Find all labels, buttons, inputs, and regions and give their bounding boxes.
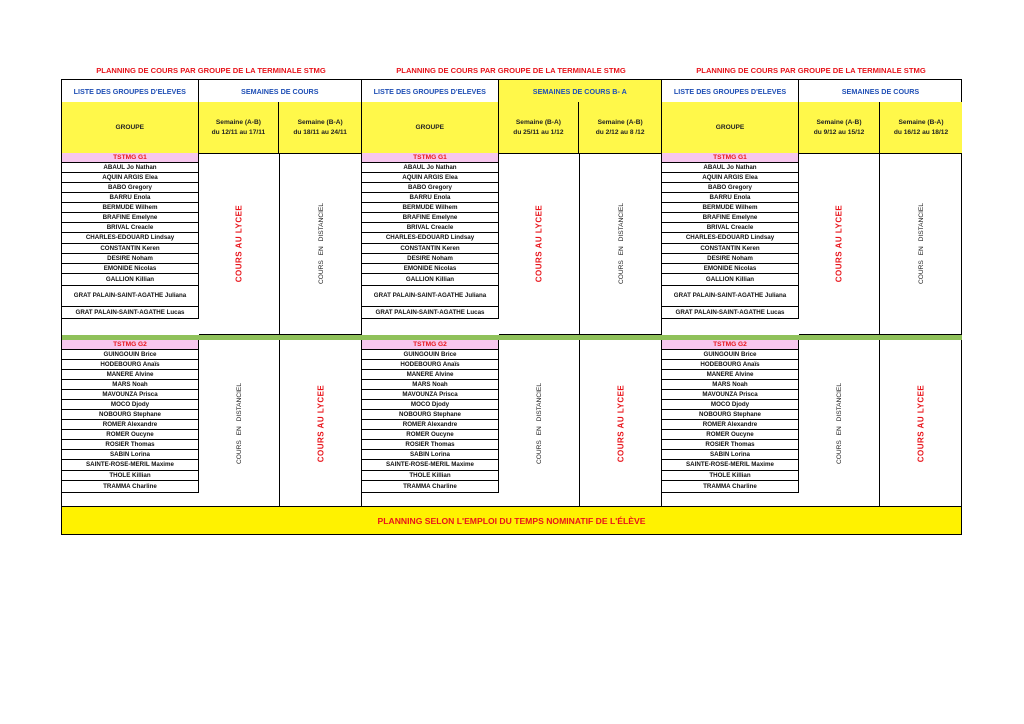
week2-label: Semaine (A-B) (597, 118, 643, 126)
student-row: BARRU Enola (62, 193, 198, 203)
student-row: HODEBOURG Anaïs (362, 360, 498, 370)
group1-week2-mode (580, 153, 662, 335)
group2-week1-mode (499, 340, 580, 508)
student-row: THOLE Killian (362, 471, 498, 481)
student-row: ROMER Alexandre (662, 420, 798, 430)
student-row: BABO Gregory (62, 183, 198, 193)
group1-week2-mode (880, 153, 962, 335)
student-row: GRAT PALAIN-SAINT-AGATHE Lucas (662, 307, 798, 319)
student-row: BERMUDE Wilhem (362, 203, 498, 213)
vertical-label: COURS EN DISTANCIEL (917, 203, 925, 284)
week2-label: Semaine (B-A) (297, 118, 343, 126)
group1-list (362, 153, 499, 319)
planning-table (61, 79, 962, 535)
block-2-title: PLANNING DE COURS PAR GROUPE DE LA TERMINALE STMG (396, 66, 626, 75)
student-row: ROSIER Thomas (362, 440, 498, 450)
student-row: GALLION Killian (62, 274, 198, 286)
student-row: ABAUL Jo Nathan (362, 163, 498, 173)
week2-header (880, 102, 962, 153)
group1-name: TSTMG G1 (362, 153, 498, 163)
student-row: SAINTE-ROSE-MERIL Maxime (62, 460, 198, 471)
student-row: BERMUDE Wilhem (662, 203, 798, 213)
student-row: BABO Gregory (362, 183, 498, 193)
student-row: TRAMMA Charline (362, 481, 498, 493)
student-row: GRAT PALAIN-SAINT-AGATHE Juliana (62, 286, 198, 307)
group2-list (62, 340, 199, 493)
week1-label: Semaine (A-B) (816, 118, 862, 126)
week2-dates: du 16/12 au 18/12 (893, 128, 949, 136)
student-row: BRAFINE Emelyne (62, 213, 198, 223)
student-row: BERMUDE Wilhem (62, 203, 198, 213)
group1-name: TSTMG G1 (662, 153, 798, 163)
group2-list (362, 340, 499, 493)
group-column-header: GROUPE (62, 102, 199, 153)
student-row: NOBOURG Stephane (62, 410, 198, 420)
group2-name: TSTMG G2 (62, 340, 198, 350)
list-groups-header: LISTE DES GROUPES D'ELEVES (362, 80, 499, 102)
student-row: EMONIDE Nicolas (662, 264, 798, 274)
week1-dates: du 9/12 au 15/12 (813, 128, 865, 136)
student-row: EMONIDE Nicolas (62, 264, 198, 274)
student-row: ROMER Alexandre (362, 420, 498, 430)
student-row: ROMER Oucyne (662, 430, 798, 440)
group1-list (62, 153, 199, 319)
student-row: SABIN Lorina (62, 450, 198, 460)
week2-dates: du 2/12 au 8 /12 (595, 128, 645, 136)
student-row: AQUIN ARGIS Elea (362, 173, 498, 183)
week1-header (199, 102, 280, 153)
student-row: ROMER Oucyne (362, 430, 498, 440)
student-row: CHARLES-EDOUARD Lindsay (62, 233, 198, 244)
week2-header (579, 102, 661, 153)
group2-name: TSTMG G2 (362, 340, 498, 350)
vertical-label: COURS EN DISTANCIEL (535, 383, 543, 464)
weeks-header: SEMAINES DE COURS (841, 86, 920, 96)
student-row: SAINTE-ROSE-MERIL Maxime (662, 460, 798, 471)
student-row: GALLION Killian (662, 274, 798, 286)
block-1 (62, 80, 362, 508)
list-groups-header: LISTE DES GROUPES D'ELEVES (62, 80, 199, 102)
student-row: BABO Gregory (662, 183, 798, 193)
group-column-header: GROUPE (362, 102, 499, 153)
student-row: MAVOUNZA Prisca (362, 390, 498, 400)
student-row: GALLION Killian (362, 274, 498, 286)
vertical-label: COURS EN DISTANCIEL (835, 383, 843, 464)
student-row: AQUIN ARGIS Elea (662, 173, 798, 183)
student-row: HODEBOURG Anaïs (662, 360, 798, 370)
week2-dates: du 18/11 au 24/11 (293, 128, 347, 136)
student-row: BARRU Enola (662, 193, 798, 203)
student-row: GUINGOUIN Brice (662, 350, 798, 360)
group2-week2-mode (280, 340, 362, 508)
student-row: THOLE Killian (62, 471, 198, 481)
student-row: MARS Noah (362, 380, 498, 390)
student-row: DESIRE Noham (62, 254, 198, 264)
student-row: SAINTE-ROSE-MERIL Maxime (362, 460, 498, 471)
student-row: MARS Noah (62, 380, 198, 390)
vertical-label: COURS AU LYCEE (316, 384, 326, 463)
block-1-title: PLANNING DE COURS PAR GROUPE DE LA TERMINALE STMG (96, 66, 326, 75)
group2-week2-mode (880, 340, 962, 508)
group1-week1-mode (799, 153, 880, 335)
week1-header (499, 102, 580, 153)
student-row: MAVOUNZA Prisca (62, 390, 198, 400)
student-row: MANERE Alvine (662, 370, 798, 380)
student-row: CONSTANTIN Keren (362, 244, 498, 254)
week1-dates: du 12/11 au 17/11 (211, 128, 266, 136)
header-row (362, 80, 661, 103)
student-row: HODEBOURG Anaïs (62, 360, 198, 370)
block-3 (662, 80, 962, 508)
student-row: MOCO Djody (662, 400, 798, 410)
group1-list (662, 153, 799, 319)
student-row: CONSTANTIN Keren (662, 244, 798, 254)
student-row: SABIN Lorina (662, 450, 798, 460)
list-groups-header: LISTE DES GROUPES D'ELEVES (662, 80, 799, 102)
vertical-label: COURS AU LYCEE (234, 204, 244, 283)
student-row: MARS Noah (662, 380, 798, 390)
week2-label: Semaine (B-A) (898, 118, 944, 126)
group-separator (62, 335, 962, 340)
vertical-label: COURS EN DISTANCIEL (235, 383, 243, 464)
vertical-label: COURS EN DISTANCIEL (617, 203, 625, 284)
student-row: MOCO Djody (362, 400, 498, 410)
student-row: ABAUL Jo Nathan (62, 163, 198, 173)
student-row: ABAUL Jo Nathan (662, 163, 798, 173)
student-row: AQUIN ARGIS Elea (62, 173, 198, 183)
subheader-row (662, 102, 962, 154)
student-row: EMONIDE Nicolas (362, 264, 498, 274)
student-row: BARRU Enola (362, 193, 498, 203)
student-row: GRAT PALAIN-SAINT-AGATHE Lucas (62, 307, 198, 319)
week1-label: Semaine (A-B) (215, 118, 261, 126)
student-row: GRAT PALAIN-SAINT-AGATHE Juliana (362, 286, 498, 307)
student-row: DESIRE Noham (662, 254, 798, 264)
group2-week2-mode (580, 340, 662, 508)
block-2 (362, 80, 662, 508)
block-3-title: PLANNING DE COURS PAR GROUPE DE LA TERMINALE STMG (696, 66, 926, 75)
group1-week2-mode (280, 153, 362, 335)
student-row: MANERE Alvine (62, 370, 198, 380)
student-row: GUINGOUIN Brice (362, 350, 498, 360)
student-row: ROSIER Thomas (662, 440, 798, 450)
student-row: SABIN Lorina (362, 450, 498, 460)
group1-week1-mode (199, 153, 280, 335)
student-row: BRIVAL Creacle (62, 223, 198, 233)
student-row: MOCO Djody (62, 400, 198, 410)
student-row: NOBOURG Stephane (662, 410, 798, 420)
vertical-label: COURS AU LYCEE (616, 384, 626, 463)
student-row: NOBOURG Stephane (362, 410, 498, 420)
student-row: GUINGOUIN Brice (62, 350, 198, 360)
weeks-header: SEMAINES DE COURS B- A (499, 80, 661, 102)
vertical-label: COURS AU LYCEE (534, 204, 544, 283)
week2-header (279, 102, 361, 153)
student-row: TRAMMA Charline (662, 481, 798, 493)
student-row: GRAT PALAIN-SAINT-AGATHE Juliana (662, 286, 798, 307)
weeks-header: SEMAINES DE COURS (241, 86, 319, 96)
header-row (662, 80, 962, 103)
student-row: ROMER Oucyne (62, 430, 198, 440)
week1-label: Semaine (B-A) (515, 118, 561, 126)
vertical-label: COURS AU LYCEE (916, 384, 926, 463)
subheader-row (362, 102, 661, 154)
student-row: BRAFINE Emelyne (662, 213, 798, 223)
group1-week1-mode (499, 153, 580, 335)
student-row: DESIRE Noham (362, 254, 498, 264)
header-row (62, 80, 361, 103)
vertical-label: COURS EN DISTANCIEL (317, 203, 325, 284)
student-row: CONSTANTIN Keren (62, 244, 198, 254)
student-row: BRIVAL Creacle (362, 223, 498, 233)
student-row: BRIVAL Creacle (662, 223, 798, 233)
student-row: TRAMMA Charline (62, 481, 198, 493)
student-row: ROSIER Thomas (62, 440, 198, 450)
student-row: CHARLES-EDOUARD Lindsay (662, 233, 798, 244)
subheader-row (62, 102, 361, 154)
student-row: MAVOUNZA Prisca (662, 390, 798, 400)
group-column-header: GROUPE (662, 102, 799, 153)
student-row: GRAT PALAIN-SAINT-AGATHE Lucas (362, 307, 498, 319)
week1-header (799, 102, 880, 153)
student-row: BRAFINE Emelyne (362, 213, 498, 223)
footer-banner: PLANNING SELON L'EMPLOI DU TEMPS NOMINATIF DE L'ÉLÈVE (62, 506, 961, 534)
student-row: ROMER Alexandre (62, 420, 198, 430)
student-row: THOLE Killian (662, 471, 798, 481)
week1-dates: du 25/11 au 1/12 (513, 128, 564, 136)
group2-week1-mode (199, 340, 280, 508)
group2-week1-mode (799, 340, 880, 508)
student-row: MANERE Alvine (362, 370, 498, 380)
group2-list (662, 340, 799, 493)
student-row: CHARLES-EDOUARD Lindsay (362, 233, 498, 244)
group2-name: TSTMG G2 (662, 340, 798, 350)
group1-name: TSTMG G1 (62, 153, 198, 163)
vertical-label: COURS AU LYCEE (834, 204, 844, 283)
